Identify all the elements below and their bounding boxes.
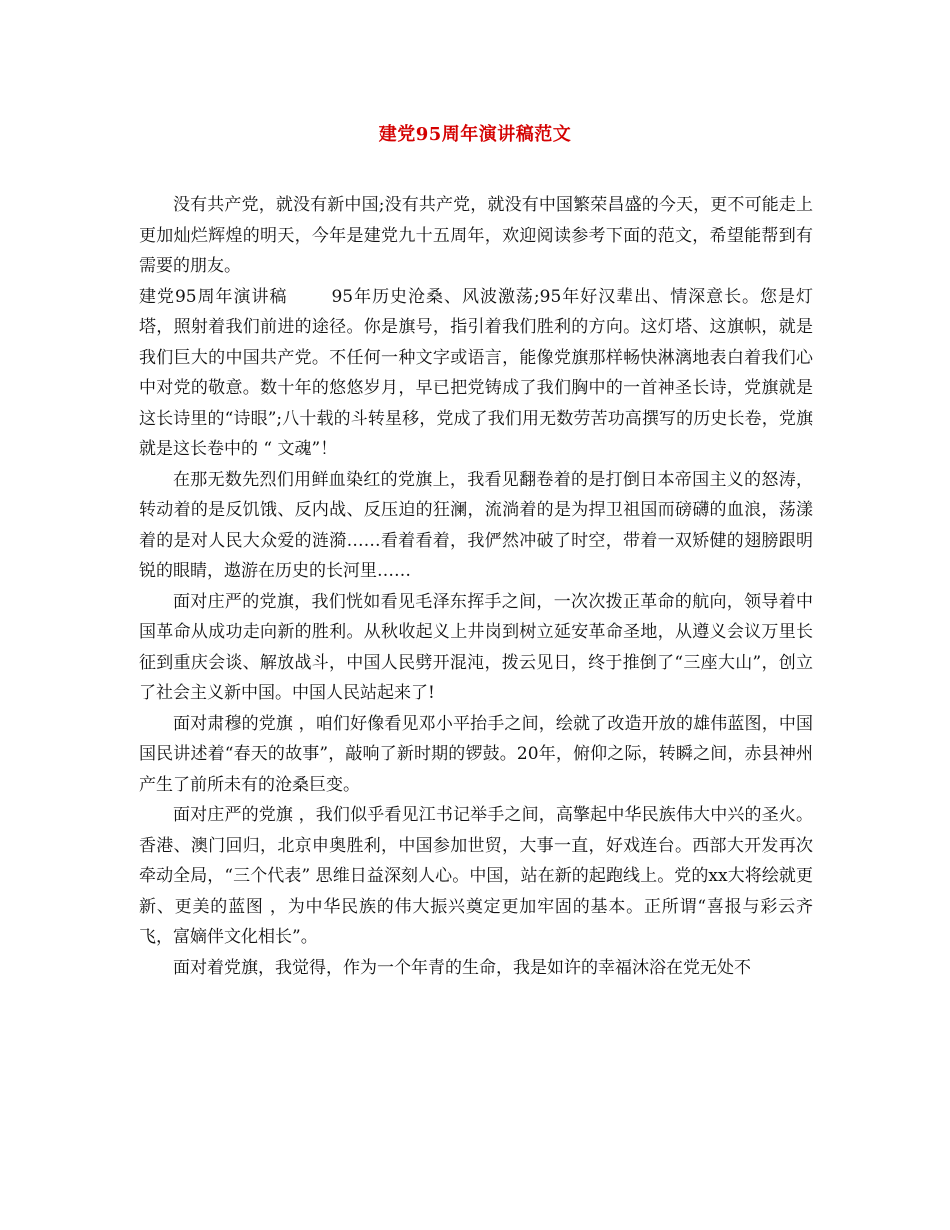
paragraph-1-text: 95年历史沧桑、风波激荡;95年好汉辈出、情深意长。您是灯塔，照射着我们前进的途径。你是旗号，指引着我们胜利的方向。这灯塔、这旗帜，就是我们巨大的中国共产党。不任何一种文字或语言，能像党旗那样畅快淋漓地表白着我们心中对党的敬意。数十年的悠悠岁月，早已把党铸成了我们胸中的一首神圣长诗，党旗就是这长诗里的“诗眼”;八十载的斗转星移，党成了我们用无数劳苦功高撰写的历史长卷，党旗就是这长卷中的 “ 文魂”！ [139, 286, 813, 459]
document-title: 建党95周年演讲稿范文 [378, 124, 572, 145]
paragraph-5: 面对庄严的党旗 ，我们似乎看见江书记举手之间，高擎起中华民族伟大中兴的圣火。香港、澳门回归，北京申奥胜利，中国参加世贸，大事一直，好戏连台。西部大开发再次牵动全局，“三个代表” 思维日益深刻人心。中国，站在新的起跑线上。党的xx大将绘就更新、更美的蓝图 ，为中华民族的伟大振兴奠定更加牢固的基本。正所谓“喜报与彩云齐飞，富嫡伴文化相长”。 [139, 805, 813, 947]
section-paragraph-1 [139, 282, 813, 465]
intro-paragraph: 没有共产党，就没有新中国;没有共产党，就没有中国繁荣昌盛的今天，更不可能走上更加灿烂辉煌的明天，今年是建党九十五周年，欢迎阅读参考下面的范文，希望能帮到有需要的朋友。 [139, 195, 813, 276]
section-heading: 建党95周年演讲稿 [139, 286, 288, 307]
paragraph-6: 面对着党旗，我觉得，作为一个年青的生命，我是如许的幸福沐浴在党无处不 [173, 957, 751, 978]
document-body [139, 190, 813, 983]
paragraph-4: 面对肃穆的党旗 ，咱们好像看见邓小平抬手之间，绘就了改造开放的雄伟蓝图，中国国民讲述着“春天的故事”，敲响了新时期的锣鼓。20年，俯仰之际，转瞬之间，赤县神州产生了前所未有的沧桑巨变。 [139, 713, 813, 795]
paragraph-3: 面对庄严的党旗，我们恍如看见毛泽东挥手之间，一次次拨正革命的航向，领导着中国革命从成功走向新的胜利。从秋收起义上井岗到树立延安革命圣地，从遵义会议万里长征到重庆会谈、解放战斗，中国人民劈开混沌，拨云见日，终于推倒了“三座大山”，创立了社会主义新中国。中国人民站起来了! [139, 591, 813, 703]
paragraph-2: 在那无数先烈们用鲜血染红的党旗上，我看见翻卷着的是打倒日本帝国主义的怒涛，转动着的是反饥饿、反内战、反压迫的狂澜，流淌着的是为捍卫祖国而磅礴的血浪，荡漾着的是对人民大众爱的涟漪……看着看着，我俨然冲破了时空，带着一双矫健的翅膀跟明锐的眼睛，遨游在历史的长河里…… [139, 469, 813, 581]
